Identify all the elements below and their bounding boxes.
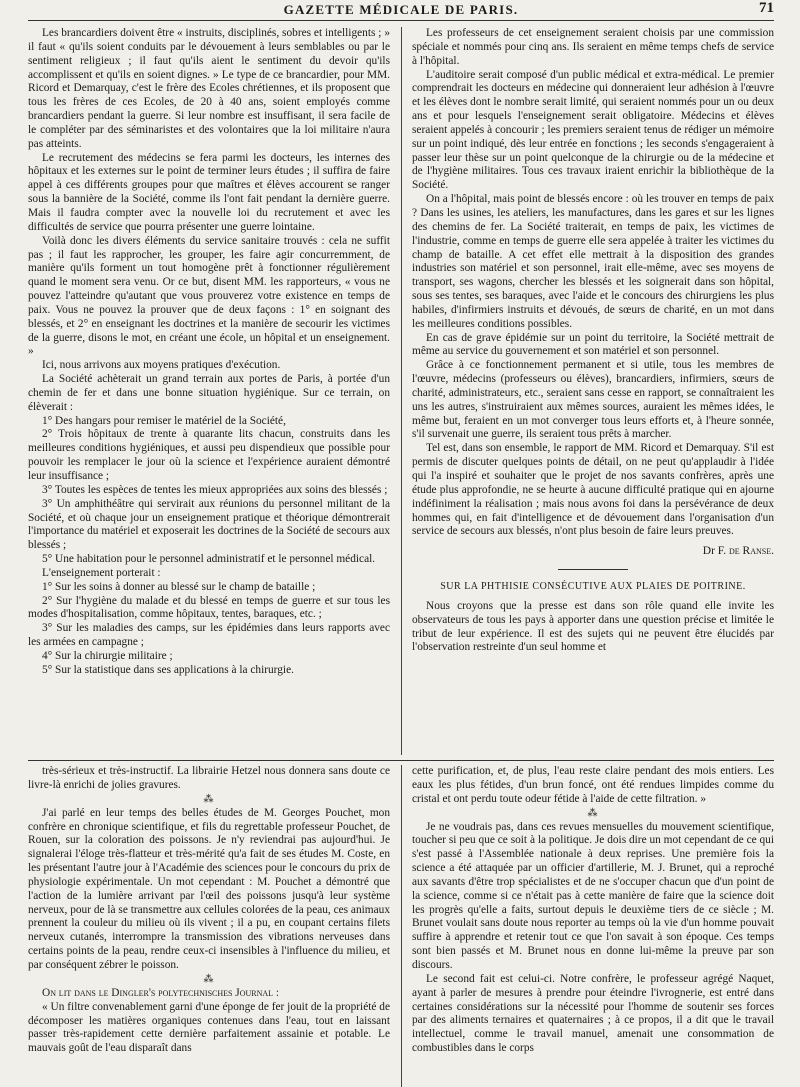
list-item: 1° Sur les soins à donner au blessé sur le champ de bataille ; [42,580,316,593]
bottom-left-column [28,765,390,1087]
top-section [28,27,774,755]
paragraph: cette purification, et, de plus, l'eau reste claire pendant des mois entiers. Les eaux les plus fétides, d'un brun foncé, ont été rendues limpides comme du cristal et ont perdu toute odeur fétide à l'aide de cette filtration. » [412,765,774,805]
paragraph: L'enseignement porterait : [42,566,161,579]
asterism-icon: ⁂ [587,807,599,819]
paragraph: « Un filtre convenablement garni d'une éponge de fer jouit de la propriété de décomposer les matières organiques contenues dans l'eau, tout en laissant passer très-rapidement cette dernière parfaitement assainie et potable. Le mauvais goût de l'eau disparaît dans [28,1000,390,1055]
paragraph: Tel est, dans son ensemble, le rapport de MM. Ricord et Demarquay. S'il est permis de discuter quelques points de détail, on ne peut qu'applaudir à l'idée qui l'a inspiré et souhaiter que le projet de nos savants confrères, après une étude plus approfondie, ne se heurte à aucune difficulté pratique qui en ajourne indéfiniment la réalisation ; mais nous avons foi dans la persévérance de deux hommes qui, en fait d'intelligence et de dévouement dans l'organisation d'un service de secours aux blessés, n'ont plus besoin de faire leurs preuves. [412,442,774,538]
section-title: SUR LA PHTHISIE CONSÉCUTIVE AUX PLAIES DE POITRINE. [440,581,746,593]
paragraph: On a l'hôpital, mais point de blessés encore : où les trouver en temps de paix ? Dans les usines, les ateliers, les manufactures, dans les gares et sur les lignes des chemins de fer. La Société traiterait, en temps de paix, les victimes de l'industrie, comme en temps de guerre elle sera appelée à traiter les victimes du champ de bataille. A cet effet elle mettrait à la disposition des grandes industries son matériel et son personnel, irait elle-même, avec ses moyens de transport, ses wagons, chercher les blessés et les soignerait dans son hôpital, sous ses tentes, ses baraques, avec l'aide et le concours des chirurgiens les plus habiles, d'infirmiers instruits et dévoués, de sœurs de charité, en un mot dans les meilleures conditions possibles. [412,193,774,330]
paragraph: très-sérieux et très-instructif. La librairie Hetzel nous donnera sans doute ce livre-là enrichi de jolies gravures. [28,765,390,791]
paragraph: Voilà donc les divers éléments du service sanitaire trouvés : cela ne suffit pas ; il faut les rapprocher, les grouper, les faire agir concurremment, de manière qu'ils forment un tout homogène prêt à fonctionner régulièrement quand le moment sera venu. Or ce but, disent MM. les rapporteurs, « vous ne pouvez l'atteindre qu'autant que vous prouverez votre existence en temps de paix. Vous ne pouvez la prouver que de deux façons : 1° en soignant des blessés, et 2° en enseignant les doctrines et la manière de secourir les victimes de la guerre, disons le mot, en créant une école, un hôpital et un enseignement. » [28,234,390,358]
page-header [28,0,774,21]
signature-prefix: Dr [702,545,715,558]
list-item: 3° Sur les maladies des camps, sur les épidémies dans leurs rapports avec les armées en campagne ; [28,622,390,649]
signature [412,545,774,559]
list-item: 5° Sur la statistique dans ses applications à la chirurgie. [42,663,294,676]
column-divider [401,765,402,1087]
paragraph: J'ai parlé en leur temps des belles études de M. Georges Pouchet, mon confrère en chronique scientifique, et fils du regrettable professeur Pouchet, de Rouen, sur la coloration des poissons. Je n'y reviendrai pas aujourd'hui. Je signalerai l'éloge très-flatteur et très-mérité qu'a fait de ses études M. Coste, en les présentant l'autre jour à l'Académie des sciences pour le concours du prix de physiologie expérimentale. Un mot cependant : M. Pouchet a démontré que l'action de la lumière arrivant par l'œil des poissons jusqu'à leur système nerveux, pour de là se transmettre aux cellules colorées de la peau, ces animaux prennent la couleur du milieu où ils vivent ; il a pu, en coupant certains filets nerveux cutanés, interrompre la transmission des vibrations nerveuses dans certains points de la peau, rendre ceux-ci insensibles à l'influence du milieu, et par conséquent zébrer le poisson. [28,806,390,971]
paragraph: Le second fait est celui-ci. Notre confrère, le professeur agrégé Naquet, ayant à parler de mesures à prendre pour éteindre l'ivrognerie, est entré dans certaines considérations sur la nécessité pour l'homme de soutenir ses forces par des aliments ternaires et quaternaires ; à ce propos, il a dit que le travail intellectuel, comme le travail manuel, amenait une consommation de combustibles dans le corps [412,972,774,1055]
paragraph: L'auditoire serait composé d'un public médical et extra-médical. Le premier comprendrait les docteurs en médecine qui donneraient leur adhésion à l'œuvre et les élèves dont le nombre serait limité, qui seraient nommés pour un ou deux ans et pour lesquels l'enseignement serait obligatoire. Médecins et élèves seraient appelés à concourir ; les premiers seraient tenus de rédiger un mémoire sur un point indiqué, dès leur entrée en fonctions ; les seconds s'engageraient à passer leur thèse sur un point quelconque de la chirurgie ou de la médecine et de l'hygiène militaires. Tous ces travaux iraient enrichir la bibliothèque de la Société. [412,68,774,192]
list-item: 4° Sur la chirurgie militaire ; [42,649,173,662]
signature-name: F. de Ranse. [717,545,774,558]
paragraph: Les professeurs de cet enseignement seraient choisis par une commission spéciale et nommés pour cinq ans. Ils seraient en même temps chefs de service à l'hôpital. [412,27,774,67]
asterism-icon: ⁂ [203,973,215,985]
paragraph: Je ne voudrais pas, dans ces revues mensuelles du mouvement scientifique, toucher si peu que ce soit à la politique. Je dois dire un mot cependant de ce qui s'est passé à l'Assemblée nationale à deux reprises. Une première fois la science a été attaquée par un officier d'artillerie, M. J. Brunet, qui a reproché aux savants d'être trop spécialistes et de ne s'occuper chacun que d'un point de la science, comme si ce n'était pas à cette manière de faire que la science doit les progrès qu'elle a faits, surtout depuis le deuxième tiers de ce siècle ; M. Brunet voulait sans doute nous reporter au temps où la vie d'un homme pouvait suffire à apprendre et retenir tout ce que l'on savait à son époque. Ces temps sont bien passés et M. Brunet nous en donne lui-même la preuve par son discours. [412,820,774,971]
page-number: 71 [759,0,774,16]
paragraph: Les brancardiers doivent être « instruits, disciplinés, sobres et intelligents ; » il faut « qu'ils soient conduits par le dévouement à leurs semblables ou par le sentiment religieux ; il faut qu'ils aient le sentiment du devoir qu'ils accomplissent et qu'ils en soient dignes. » Le type de ce brancardier, pour MM. Ricord et Demarquay, c'est le frère des Ecoles chrétiennes, et ils proposent que tous les frères de ces Ecoles, de 20 à 40 ans, soient employés comme brancardiers pendant la guerre. Si leur nombre est insuffisant, il sera facile de le compléter par des séminaristes et des volontaires que la loi militaire n'aura pas atteints. [28,27,390,150]
paragraph: On lit dans le Dingler's polytechnisches Journal : [42,986,280,999]
asterism-icon: ⁂ [203,793,215,805]
bottom-right-column [412,765,774,1087]
paragraph: Le recrutement des médecins se fera parmi les docteurs, les internes des hôpitaux et les externes sur le point de terminer leurs études ; il suffira de faire appel à ces différents groupes pour que maîtres et élèves accourent se ranger sous la bannière de la Société, comme ils l'ont fait pendant la dernière guerre. Mais il faudra compter avec la nouvelle loi du recrutement et avec les difficultés de service que pourra présenter une guerre lointaine. [28,151,390,233]
list-item: 3° Un amphithéâtre qui servirait aux réunions du personnel militant de la Société, et où chaque jour un enseignement pratique et théorique démontrerait l'importance du matériel et exposerait les doctrines de la Société de secours aux blessés ; [28,497,390,552]
running-title: GAZETTE MÉDICALE DE PARIS. [283,2,519,17]
top-left-column [28,27,390,755]
column-divider [401,27,402,755]
list-item: 3° Toutes les espèces de tentes les mieux appropriées aux soins des blessés ; [42,483,388,496]
paragraph: Nous croyons que la presse est dans son rôle quand elle invite les observateurs de tous les pays à apporter dans une question précise et limitée le tribut de leur expérience. Il est des sujets qui ne peuvent être élucidés par l'observation restreinte d'un seul homme et [412,599,774,654]
bottom-section [28,765,774,1087]
list-item: 2° Trois hôpitaux de trente à quarante lits chacun, construits dans les meilleures conditions hygiéniques, et aussi peu dispendieux que possible pour pouvoir les remplacer le jour où la science et l'expérience auraient démontré leur insuffisance ; [28,428,390,482]
paragraph: Ici, nous arrivons aux moyens pratiques d'exécution. [42,359,281,372]
list-item: 2° Sur l'hygiène du malade et du blessé en temps de guerre et sur tous les modes d'hospitalisation, comme hôpitaux, tentes, baraques, etc. ; [28,594,390,621]
paragraph: Grâce à ce fonctionnement permanent et si utile, tous les membres de l'œuvre, médecins (professeurs ou élèves), brancardiers, infirmiers, sœurs de charité, administrateurs, etc., seraient sans cesse en rapport, se connaîtraient les uns les autres, s'instruiraient aux mêmes sources, auraient les mêmes idées, le même but, feraient en un mot converger tous leurs efforts et, à l'heure sonnée, s'il survenait une guerre, ils seraient tous prêts à marcher. [412,359,774,441]
paragraph: En cas de grave épidémie sur un point du territoire, la Société mettrait de même au service du gouvernement et son matériel et son personnel. [412,331,774,358]
horizontal-rule [28,760,774,761]
section-rule [558,569,628,570]
paragraph: La Société achèterait un grand terrain aux portes de Paris, à portée d'un chemin de fer et dans une bonne situation hygiénique. Sur ce terrain, on élèverait : [28,373,390,413]
list-item: 1° Des hangars pour remiser le matériel de la Société, [42,414,286,427]
list-item: 5° Une habitation pour le personnel administratif et le personnel médical. [42,553,376,566]
top-right-column [412,27,774,755]
